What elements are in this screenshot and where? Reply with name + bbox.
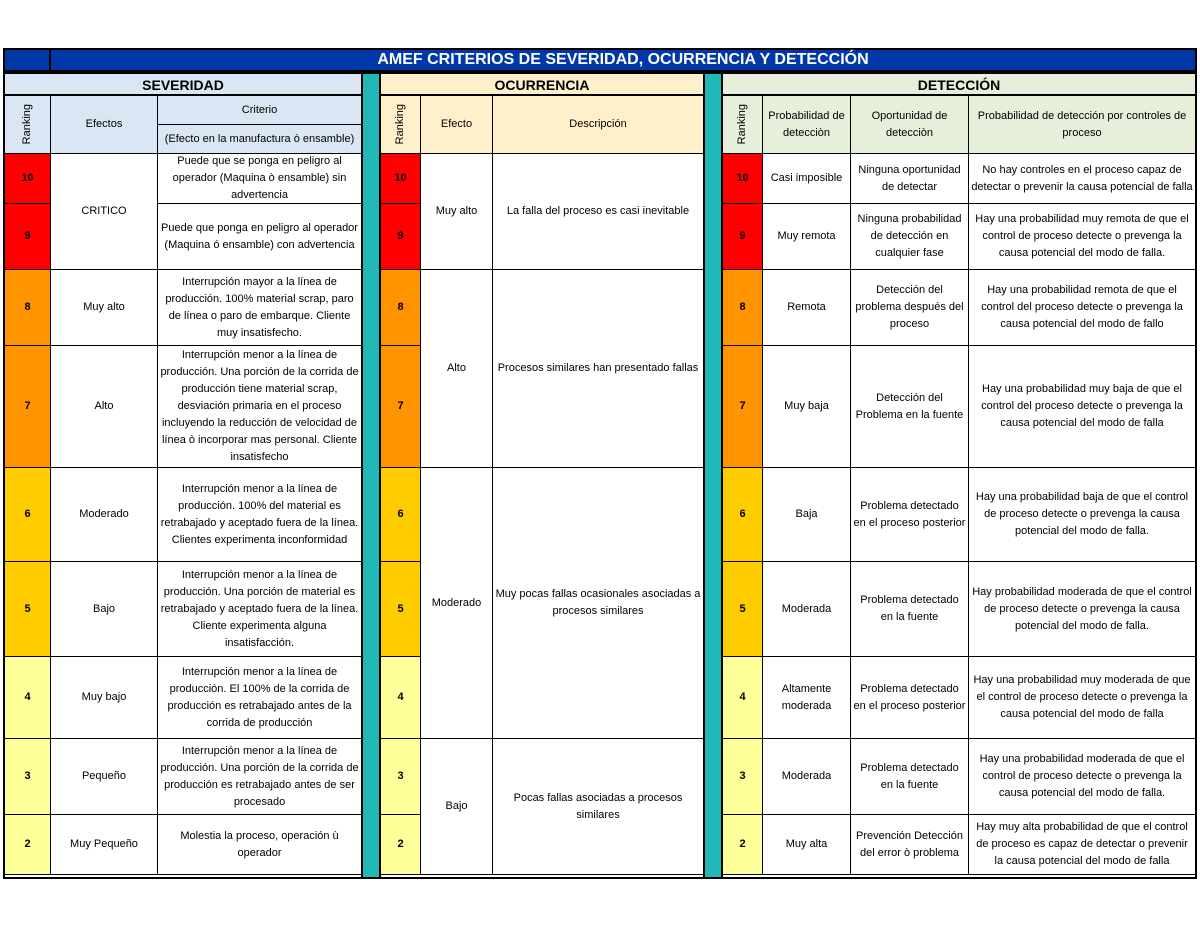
severidad-panel	[3, 72, 363, 879]
severidad-efecto-3: Pequeño	[51, 739, 158, 815]
title-lead-cell	[5, 50, 51, 70]
severidad-rank-7: 7	[5, 346, 51, 468]
deteccion-probabilidad-6: Baja	[763, 468, 851, 562]
ocurrencia-rank-10: 10	[381, 154, 421, 204]
ocurrencia-panel	[379, 72, 705, 879]
ocurrencia-col-efecto: Efecto	[421, 96, 493, 154]
severidad-criterio-10: Puede que se ponga en peligro al operador (Maquina ò ensamble) sin advertencia	[158, 154, 361, 204]
separator-1	[363, 72, 379, 879]
ocurrencia-rank-6: 6	[381, 468, 421, 562]
ocurrencia-efecto-group-3: Bajo	[421, 739, 493, 875]
severidad-criterio-2: Molestia la proceso, operación ù operador	[158, 815, 361, 875]
severidad-rank-9: 9	[5, 204, 51, 270]
deteccion-oportunidad-6: Problema detectado en el proceso posterior	[851, 468, 969, 562]
severidad-criterio-9: Puede que ponga en peligro al operador (Maquina ó ensamble) con advertencia	[158, 204, 361, 270]
deteccion-rank-7: 7	[723, 346, 763, 468]
severidad-criterio-8: Interrupción mayor a la línea de producción. 100% material scrap, paro de línea o paro de embarque. Cliente muy insatisfecho.	[158, 270, 361, 346]
ocurrencia-rank-4: 4	[381, 657, 421, 739]
ocurrencia-efecto-group-1: Alto	[421, 270, 493, 468]
severidad-criterio-3: Interrupción menor a la línea de producción. Una porción de la corrida de producción es retrabajado antes de ser procesado	[158, 739, 361, 815]
severidad-efecto-7: Alto	[51, 346, 158, 468]
deteccion-probabilidad-7: Muy baja	[763, 346, 851, 468]
severidad-col-ranking	[5, 96, 51, 154]
deteccion-controles-3: Hay una probabilidad moderada de que el control de proceso detecte o prevenga la causa potencial del modo de falla.	[969, 739, 1195, 815]
deteccion-rank-3: 3	[723, 739, 763, 815]
deteccion-probabilidad-3: Moderada	[763, 739, 851, 815]
deteccion-rank-8: 8	[723, 270, 763, 346]
severidad-col-ranking-label: Ranking	[21, 104, 33, 145]
deteccion-rank-10: 10	[723, 154, 763, 204]
deteccion-controles-7: Hay una probabilidad muy baja de que el control del proceso detecte o prevenga la causa potencial del modo de falla	[969, 346, 1195, 468]
deteccion-oportunidad-5: Problema detectado en la fuente	[851, 562, 969, 657]
deteccion-probabilidad-10: Casi imposible	[763, 154, 851, 204]
deteccion-rank-4: 4	[723, 657, 763, 739]
severidad-header: SEVERIDAD	[5, 74, 361, 96]
deteccion-oportunidad-4: Problema detectado en el proceso posterior	[851, 657, 969, 739]
deteccion-probabilidad-5: Moderada	[763, 562, 851, 657]
severidad-criterio-4: Interrupción menor a la línea de producción. El 100% de la corrida de producción es retrabajado antes de la corrida de producción	[158, 657, 361, 739]
deteccion-oportunidad-7: Detección del Problema en la fuente	[851, 346, 969, 468]
ocurrencia-col-ranking-label: Ranking	[394, 104, 406, 145]
deteccion-oportunidad-10: Ninguna oportunidad de detectar	[851, 154, 969, 204]
separator-2	[705, 72, 721, 879]
severidad-rank-8: 8	[5, 270, 51, 346]
deteccion-controles-9: Hay una probabilidad muy remota de que el control de proceso detecte o prevenga la causa potencial del modo de falla.	[969, 204, 1195, 270]
severidad-rank-3: 3	[5, 739, 51, 815]
ocurrencia-descripcion-group-0: La falla del proceso es casi inevitable	[493, 154, 703, 270]
severidad-criterio-6: Interrupción menor a la línea de producción. 100% del material es retrabajado y aceptado fuera de la línea. Clientes experimenta inconformidad	[158, 468, 361, 562]
ocurrencia-rank-7: 7	[381, 346, 421, 468]
ocurrencia-rank-3: 3	[381, 739, 421, 815]
ocurrencia-efecto-group-2: Moderado	[421, 468, 493, 739]
deteccion-rank-5: 5	[723, 562, 763, 657]
deteccion-oportunidad-9: Ninguna probabilidad de detección en cualquier fase	[851, 204, 969, 270]
deteccion-panel	[721, 72, 1197, 879]
deteccion-oportunidad-8: Detección del problema después del proceso	[851, 270, 969, 346]
severidad-col-criterio-sub: (Efecto en la manufactura ò ensamble)	[158, 125, 361, 154]
page-title: AMEF CRITERIOS DE SEVERIDAD, OCURRENCIA Y DETECCIÓN	[377, 51, 869, 68]
amef-table	[3, 48, 1197, 879]
severidad-rank-6: 6	[5, 468, 51, 562]
severidad-efecto-4: Muy bajo	[51, 657, 158, 739]
ocurrencia-header: OCURRENCIA	[381, 74, 703, 96]
deteccion-controles-2: Hay muy alta probabilidad de que el control de proceso es capaz de detectar o prevenir la causa potencial del modo de falla	[969, 815, 1195, 875]
title-bar	[3, 48, 1197, 72]
severidad-rank-10: 10	[5, 154, 51, 204]
deteccion-probabilidad-2: Muy alta	[763, 815, 851, 875]
severidad-rank-5: 5	[5, 562, 51, 657]
severidad-efecto-2: Muy Pequeño	[51, 815, 158, 875]
deteccion-controles-8: Hay una probabilidad remota de que el control del proceso detecte o prevenga la causa potencial del modo de fallo	[969, 270, 1195, 346]
ocurrencia-rank-5: 5	[381, 562, 421, 657]
ocurrencia-col-ranking	[381, 96, 421, 154]
deteccion-controles-5: Hay probabilidad moderada de que el control de proceso detecte o prevenga la causa potencial del modo de falla.	[969, 562, 1195, 657]
severidad-efecto-6: Moderado	[51, 468, 158, 562]
deteccion-col-ranking-label: Ranking	[736, 104, 748, 145]
deteccion-rank-2: 2	[723, 815, 763, 875]
severidad-efecto-8: Muy alto	[51, 270, 158, 346]
ocurrencia-rank-9: 9	[381, 204, 421, 270]
severidad-efecto-critico: CRITICO	[51, 154, 158, 270]
deteccion-col-oportunidad: Oportunidad de detecciòn	[851, 96, 969, 154]
deteccion-oportunidad-3: Problema detectado en la fuente	[851, 739, 969, 815]
severidad-criterio-5: Interrupción menor a la línea de producción. Una porción de material es retrabajado y aceptado fuera de la línea. Cliente experimenta alguna insatisfacción.	[158, 562, 361, 657]
severidad-rank-2: 2	[5, 815, 51, 875]
ocurrencia-col-descripcion: Descripción	[493, 96, 703, 154]
deteccion-col-controles: Probabilidad de detección por controles de proceso	[969, 96, 1195, 154]
deteccion-col-ranking	[723, 96, 763, 154]
deteccion-col-probabilidad: Probabilidad de detecciòn	[763, 96, 851, 154]
ocurrencia-descripcion-group-2: Muy pocas fallas ocasionales asociadas a procesos similares	[493, 468, 703, 739]
deteccion-rank-9: 9	[723, 204, 763, 270]
deteccion-probabilidad-9: Muy remota	[763, 204, 851, 270]
deteccion-oportunidad-2: Prevención Detección del error ò problema	[851, 815, 969, 875]
ocurrencia-descripcion-group-3: Pocas fallas asociadas a procesos similares	[493, 739, 703, 875]
ocurrencia-descripcion-group-1: Procesos similares han presentado fallas	[493, 270, 703, 468]
severidad-rank-4: 4	[5, 657, 51, 739]
deteccion-controles-10: No hay controles en el proceso capaz de detectar o prevenir la causa potencial de falla	[969, 154, 1195, 204]
ocurrencia-rank-8: 8	[381, 270, 421, 346]
deteccion-controles-4: Hay una probabilidad muy moderada de que el control de proceso detecte o prevenga la causa potencial del modo de falla	[969, 657, 1195, 739]
ocurrencia-efecto-group-0: Muy alto	[421, 154, 493, 270]
deteccion-probabilidad-4: Altamente moderada	[763, 657, 851, 739]
severidad-criterio-7: Interrupción menor a la línea de producción. Una porción de la corrida de producción tiene material scrap, desviación primaria en el proceso incluyendo la reducción de velocidad de línea ò incorporar mas personal. Cliente insatisfecho	[158, 346, 361, 468]
ocurrencia-rank-2: 2	[381, 815, 421, 875]
severidad-efecto-5: Bajo	[51, 562, 158, 657]
severidad-col-criterio: Criterio	[158, 96, 361, 125]
deteccion-probabilidad-8: Remota	[763, 270, 851, 346]
deteccion-header: DETECCIÓN	[723, 74, 1195, 96]
deteccion-rank-6: 6	[723, 468, 763, 562]
severidad-col-efectos: Efectos	[51, 96, 158, 154]
deteccion-controles-6: Hay una probabilidad baja de que el control de proceso detecte o prevenga la causa potencial del modo de falla.	[969, 468, 1195, 562]
